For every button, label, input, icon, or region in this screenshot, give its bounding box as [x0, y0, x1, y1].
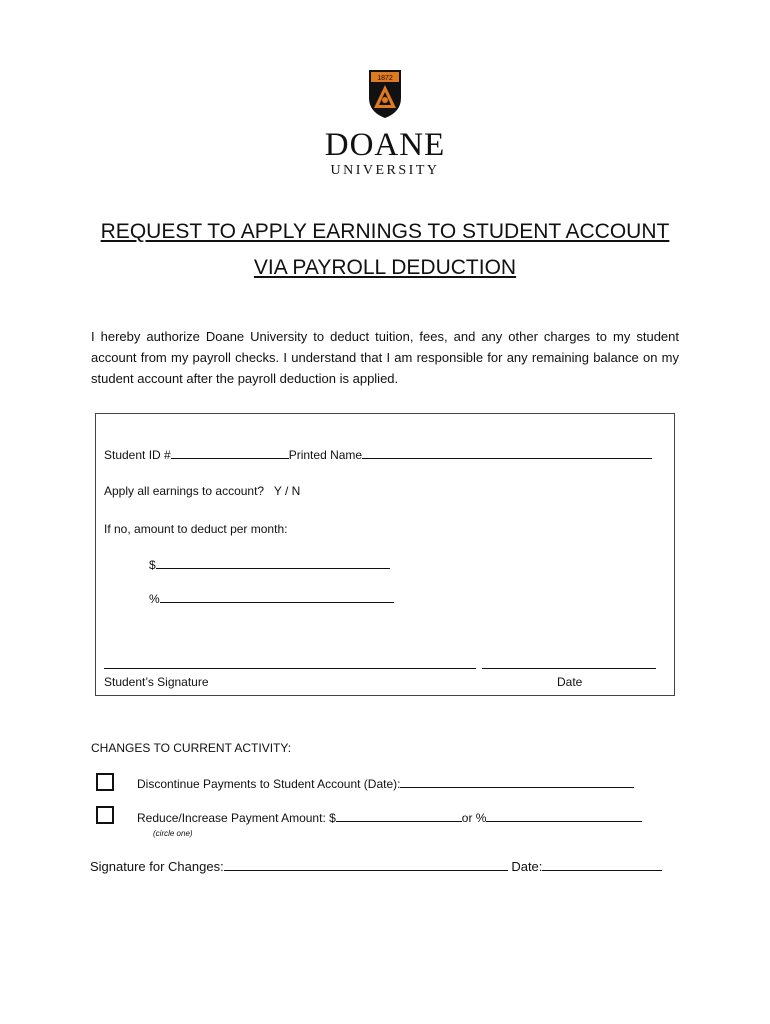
- page-title-line1: REQUEST TO APPLY EARNINGS TO STUDENT ACCOUNT: [100, 220, 670, 243]
- printed-name-label: Printed Name: [288, 448, 363, 462]
- discontinue-checkbox[interactable]: [96, 773, 114, 791]
- if-no-label: If no, amount to deduct per month:: [104, 522, 288, 536]
- student-signature-label: Student’s Signature: [104, 675, 209, 689]
- logo-wordmark: DOANE: [324, 127, 446, 163]
- reduce-row: [137, 809, 642, 825]
- student-date-field[interactable]: [482, 668, 656, 669]
- university-logo: [0, 68, 770, 179]
- student-signature-field[interactable]: [104, 668, 476, 669]
- reduce-label: Reduce/Increase Payment Amount: $: [137, 811, 336, 825]
- student-date-label: Date: [557, 675, 583, 689]
- student-id-field[interactable]: [171, 446, 289, 459]
- logo-subword: UNIVERSITY: [330, 163, 440, 178]
- dollar-label: $: [149, 558, 156, 572]
- percent-row: [149, 590, 394, 606]
- changes-signature-label: Signature for Changes:: [90, 859, 224, 874]
- apply-all-label: Apply all earnings to account? Y / N: [104, 484, 301, 498]
- authorization-form-box: [95, 413, 675, 696]
- student-id-row: [104, 446, 652, 462]
- changes-date-field[interactable]: [542, 858, 662, 871]
- discontinue-row: [137, 775, 634, 791]
- changes-signature-field[interactable]: [224, 858, 508, 871]
- changes-date-label: Date:: [511, 859, 543, 874]
- discontinue-label: Discontinue Payments to Student Account (Date):: [137, 777, 401, 791]
- reduce-increase-checkbox[interactable]: [96, 806, 114, 824]
- shield-year: 1872: [377, 75, 393, 82]
- percent-label: %: [149, 592, 160, 606]
- reduce-percent-field[interactable]: [486, 809, 642, 822]
- percent-amount-field[interactable]: [160, 590, 394, 603]
- dollar-row: [149, 556, 390, 572]
- page-title-line2: VIA PAYROLL DEDUCTION: [253, 256, 517, 279]
- or-percent-label: or %: [461, 811, 487, 825]
- authorization-paragraph: I hereby authorize Doane University to deduct tuition, fees, and any other charges to my student account from my payroll checks. I understand that I am responsible for any remaining balance on my student account after the payroll deduction is applied.: [91, 329, 679, 386]
- dollar-amount-field[interactable]: [156, 556, 390, 569]
- discontinue-date-field[interactable]: [400, 775, 634, 788]
- circle-one-note: (circle one): [153, 829, 193, 838]
- printed-name-field[interactable]: [362, 446, 652, 459]
- reduce-dollar-field[interactable]: [336, 809, 462, 822]
- changes-heading: CHANGES TO CURRENT ACTIVITY:: [91, 741, 292, 755]
- shield-icon: [367, 68, 403, 125]
- student-id-label: Student ID #: [104, 448, 171, 462]
- changes-signature-row: [90, 858, 662, 874]
